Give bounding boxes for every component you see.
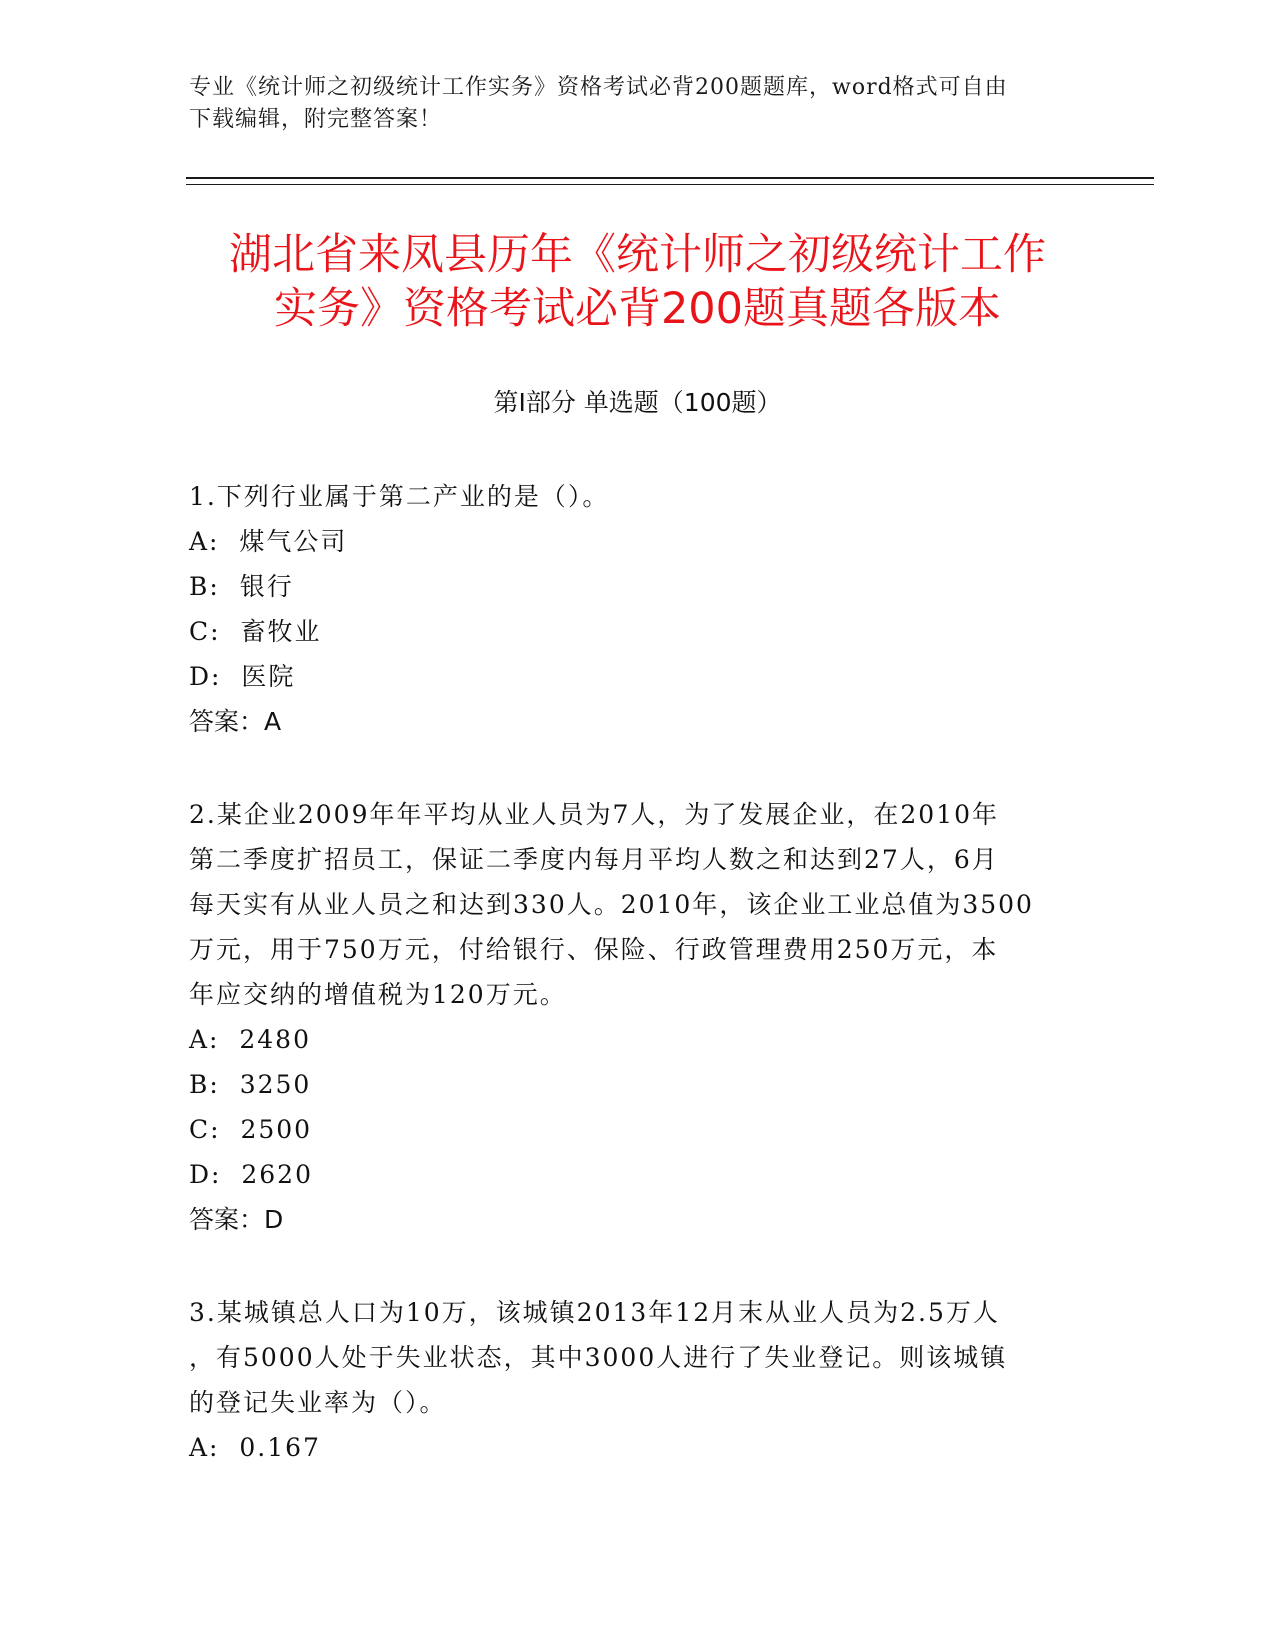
- header-rule-thin: [186, 184, 1154, 185]
- question-stem-line: 1.下列行业属于第二产业的是（）。: [189, 482, 610, 511]
- section-title: 第I部分 单选题（100题）: [493, 388, 782, 417]
- answer-text: 答案：D: [189, 1205, 284, 1234]
- question-stem-line: 3.某城镇总人口为10万，该城镇2013年12月末从业人员为2.5万人: [189, 1298, 1000, 1327]
- question-stem-line: 万元，用于750万元，付给银行、保险、行政管理费用250万元，本: [189, 935, 999, 964]
- question-item: [189, 1290, 1079, 1470]
- document-title: [160, 228, 1115, 336]
- question-item: [189, 474, 1079, 744]
- option-b: B: 银行: [189, 572, 294, 601]
- answer-text: 答案：A: [189, 707, 282, 736]
- question-stem-line: 每天实有从业人员之和达到330人。2010年，该企业工业总值为3500: [189, 890, 1034, 919]
- option-a: A: 2480: [189, 1025, 311, 1054]
- question-stem-line: 的登记失业率为（）。: [189, 1388, 447, 1417]
- option-d: D: 2620: [189, 1160, 313, 1189]
- option-d: D: 医院: [189, 662, 296, 691]
- option-c: C: 2500: [189, 1115, 313, 1144]
- question-list: [189, 474, 1079, 1518]
- option-a: A: 0.167: [189, 1433, 321, 1462]
- question-stem-line: 年应交纳的增值税为120万元。: [189, 980, 567, 1009]
- option-a: A: 煤气公司: [189, 527, 348, 556]
- header-rule-thick: [186, 177, 1154, 179]
- document-title-line-2: 实务》资格考试必背200题真题各版本: [273, 284, 1002, 334]
- header-note-line-1: 专业《统计师之初级统计工作实务》资格考试必背200题题库，word格式可自由: [189, 75, 1008, 100]
- option-c: C: 畜牧业: [189, 617, 322, 646]
- document-title-line-1: 湖北省来凤县历年《统计师之初级统计工作: [229, 230, 1046, 280]
- question-stem-line: 第二季度扩招员工，保证二季度内每月平均人数之和达到27人，6月: [189, 845, 999, 874]
- option-b: B: 3250: [189, 1070, 312, 1099]
- header-note: [189, 72, 1089, 136]
- question-stem-line: 2.某企业2009年年平均从业人员为7人，为了发展企业，在2010年: [189, 800, 1000, 829]
- question-item: [189, 792, 1079, 1242]
- question-stem-line: ，有5000人处于失业状态，其中3000人进行了失业登记。则该城镇: [189, 1343, 1008, 1372]
- header-note-line-2: 下载编辑，附完整答案！: [189, 107, 443, 132]
